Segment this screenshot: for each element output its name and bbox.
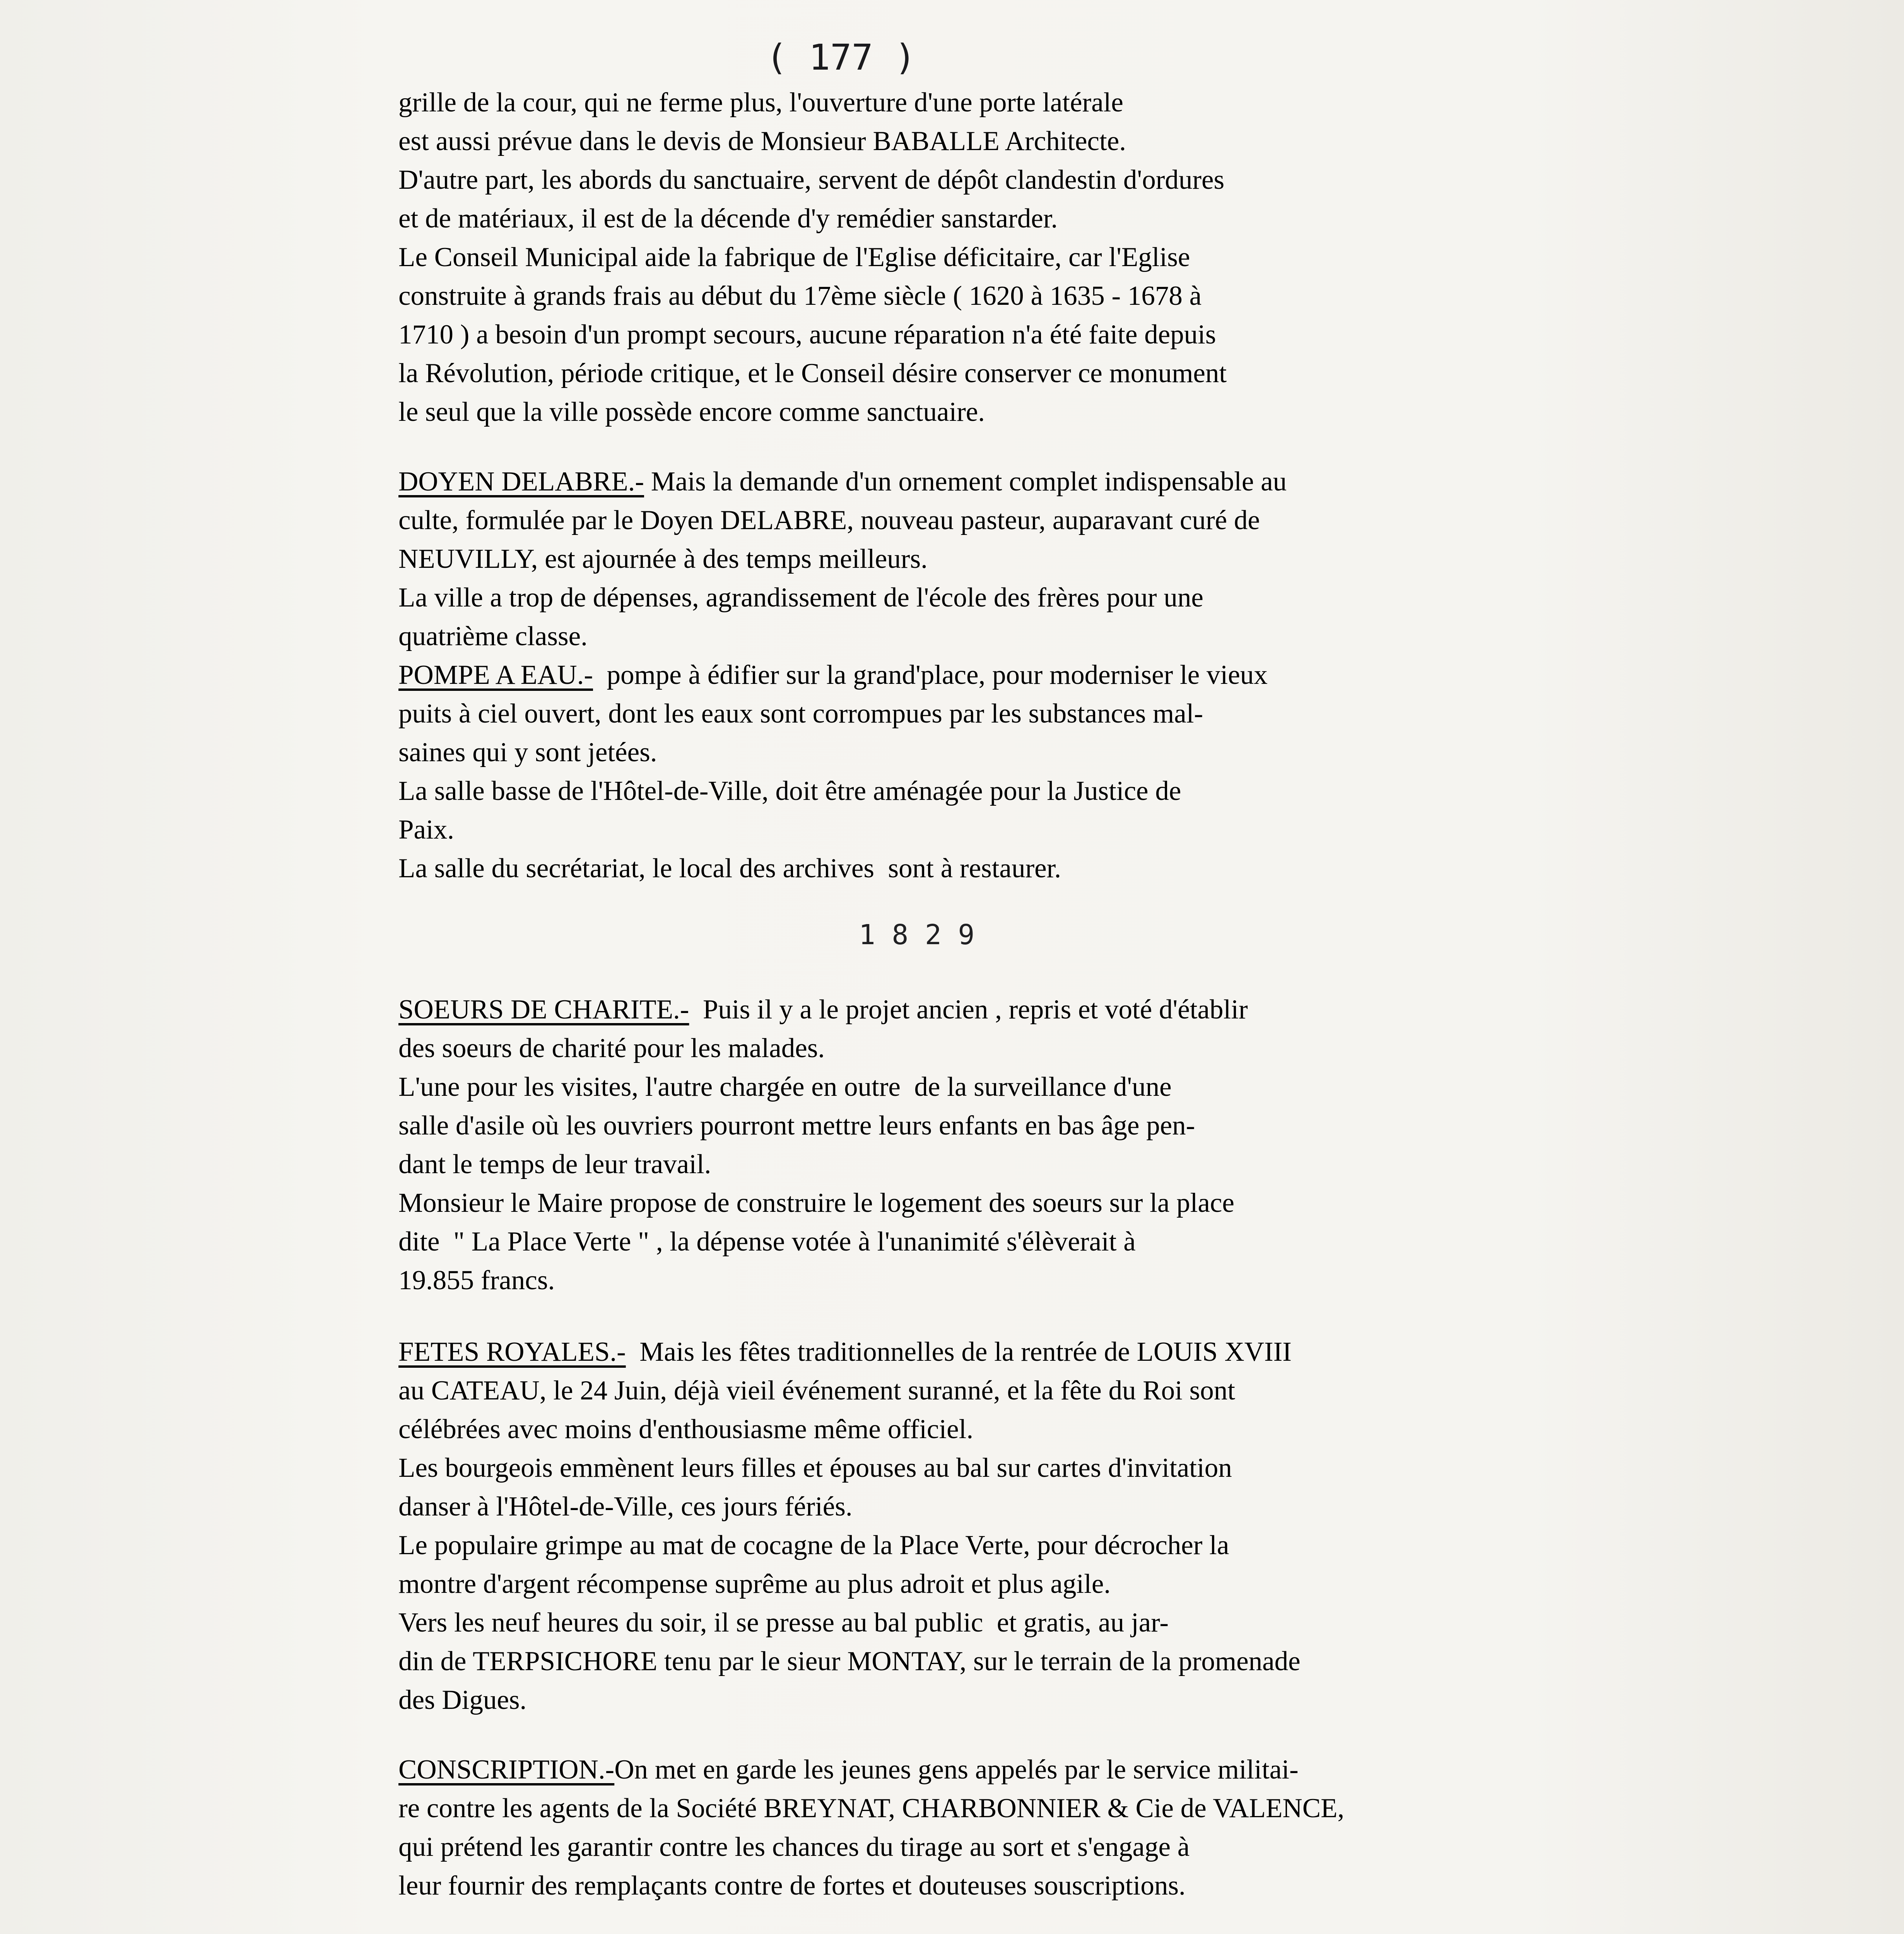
text-run: Mais la demande d'un ornement complet indispensable au [644, 466, 1287, 497]
text-line: puits à ciel ouvert, dont les eaux sont corrompues par les substances mal- [398, 699, 1203, 729]
text-line: grille de la cour, qui ne ferme plus, l'ouverture d'une porte latérale [398, 87, 1123, 118]
text-line: L'une pour les visites, l'autre chargée en outre de la surveillance d'une [398, 1072, 1172, 1102]
text-line: Paix. [398, 815, 454, 845]
text-line: Vers les neuf heures du soir, il se presse au bal public et gratis, au jar- [398, 1608, 1169, 1638]
text-line: qui prétend les garantir contre les chances du tirage au sort et s'engage à [398, 1832, 1190, 1862]
text-line: montre d'argent récompense suprême au plus adroit et plus agile. [398, 1569, 1111, 1599]
text-line [398, 1333, 1899, 1371]
text-line: din de TERPSICHORE tenu par le sieur MONTAY, sur le terrain de la promenade [398, 1646, 1301, 1676]
section-heading: FETES ROYALES.- [398, 1337, 626, 1367]
text-run: On met en garde les jeunes gens appelés par le service militai- [614, 1755, 1299, 1785]
text-line [398, 656, 1899, 694]
text-line: salle d'asile où les ouvriers pourront mettre leurs enfants en bas âge pen- [398, 1111, 1195, 1141]
text-line [398, 462, 1899, 501]
text-line: culte, formulée par le Doyen DELABRE, nouveau pasteur, auparavant curé de [398, 505, 1260, 535]
text-line: Le populaire grimpe au mat de cocagne de la Place Verte, pour décrocher la [398, 1530, 1229, 1560]
text-line: re contre les agents de la Société BREYNAT, CHARBONNIER & Cie de VALENCE, [398, 1793, 1345, 1823]
text-line: dant le temps de leur travail. [398, 1149, 711, 1179]
text-line: célébrées avec moins d'enthousiasme même officiel. [398, 1414, 974, 1444]
text-line: D'autre part, les abords du sanctuaire, servent de dépôt clandestin d'ordures [398, 165, 1225, 195]
text-line: la Révolution, période critique, et le Conseil désire conserver ce monument [398, 358, 1227, 388]
text-line: saines qui y sont jetées. [398, 737, 657, 767]
text-line: le seul que la ville possède encore comme sanctuaire. [398, 397, 985, 427]
text-line: construite à grands frais au début du 17ème siècle ( 1620 à 1635 - 1678 à [398, 281, 1202, 311]
text-run: pompe à édifier sur la grand'place, pour moderniser le vieux [593, 660, 1268, 690]
text-line: 1710 ) a besoin d'un prompt secours, aucune réparation n'a été faite depuis [398, 319, 1216, 350]
text-line: Le Conseil Municipal aide la fabrique de l'Eglise déficitaire, car l'Eglise [398, 242, 1190, 272]
text-line: NEUVILLY, est ajournée à des temps meilleurs. [398, 544, 928, 574]
paragraph-conscription [398, 1750, 1899, 1905]
paragraph-fetes-royales [398, 1333, 1899, 1719]
section-heading: POMPE A EAU.- [398, 660, 593, 690]
text-line: Monsieur le Maire propose de construire le logement des soeurs sur la place [398, 1188, 1234, 1218]
year-heading: 1 8 2 9 [859, 919, 975, 951]
text-line: dite " La Place Verte " , la dépense votée à l'unanimité s'élèverait à [398, 1227, 1136, 1257]
section-heading: DOYEN DELABRE.- [398, 466, 644, 497]
text-line: des Digues. [398, 1685, 527, 1715]
text-line: quatrième classe. [398, 621, 588, 651]
text-line: danser à l'Hôtel-de-Ville, ces jours fériés. [398, 1492, 853, 1522]
text-run: Puis il y a le projet ancien , repris et voté d'établir [689, 994, 1248, 1025]
text-line: au CATEAU, le 24 Juin, déjà vieil événement suranné, et la fête du Roi sont [398, 1375, 1235, 1406]
text-line: des soeurs de charité pour les malades. [398, 1033, 825, 1063]
text-line: La ville a trop de dépenses, agrandissement de l'école des frères pour une [398, 583, 1203, 613]
page-number: ( 177 ) [766, 37, 916, 78]
text-line: et de matériaux, il est de la décende d'y remédier sanstarder. [398, 203, 1058, 234]
paragraph-pompe-a-eau [398, 656, 1899, 888]
section-heading: SOEURS DE CHARITE.- [398, 994, 689, 1025]
text-run: Mais les fêtes traditionnelles de la rentrée de LOUIS XVIII [626, 1337, 1292, 1367]
text-line: La salle du secrétariat, le local des archives sont à restaurer. [398, 853, 1061, 883]
text-line: 19.855 francs. [398, 1265, 555, 1295]
text-line: leur fournir des remplaçants contre de fortes et douteuses souscriptions. [398, 1871, 1186, 1901]
text-line [398, 990, 1899, 1029]
text-line: Les bourgeois emmènent leurs filles et épouses au bal sur cartes d'invitation [398, 1453, 1232, 1483]
paragraph-church-repairs [398, 83, 1899, 431]
paragraph-soeurs-de-charite [398, 990, 1899, 1300]
section-heading: CONSCRIPTION.- [398, 1755, 615, 1785]
text-line: est aussi prévue dans le devis de Monsieur BABALLE Architecte. [398, 126, 1126, 156]
text-line [398, 1750, 1899, 1789]
text-line: La salle basse de l'Hôtel-de-Ville, doit être aménagée pour la Justice de [398, 776, 1181, 806]
paragraph-doyen-delabre [398, 462, 1899, 656]
